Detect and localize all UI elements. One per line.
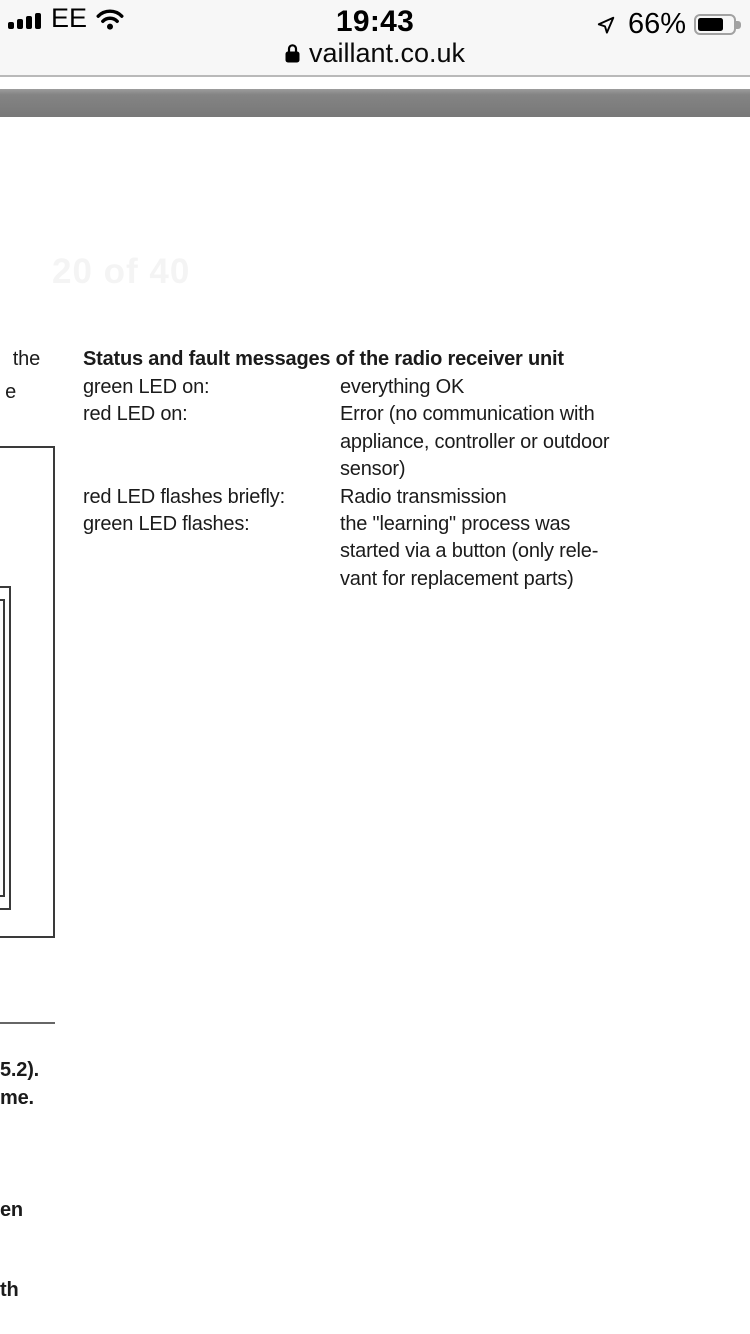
clipped-text-fragment: en [0, 1199, 23, 1221]
clipped-text-fragment: the [12, 348, 40, 370]
led-state-label: green LED on: [83, 376, 210, 398]
led-state-description: vant for replacement parts) [340, 568, 574, 590]
led-state-description: started via a button (only rele- [340, 540, 599, 562]
url-domain: vaillant.co.uk [308, 37, 466, 68]
status-bar [0, 0, 750, 77]
footnote-rule [0, 1022, 55, 1024]
led-status-line [83, 510, 683, 538]
lock-icon [285, 43, 300, 63]
led-state-description: Error (no communication with [340, 403, 595, 425]
battery-icon [694, 14, 736, 35]
location-arrow-icon [596, 15, 616, 35]
clipped-text-fragment: th [0, 1279, 19, 1301]
led-status-line [83, 537, 683, 565]
clipped-text-fragment: 5.2). [0, 1059, 40, 1081]
led-state-label: red LED flashes briefly: [83, 486, 285, 508]
figure-inner-frame [0, 599, 5, 897]
page-number-indicator: 20 of 40 [52, 252, 191, 291]
led-state-label: red LED on: [83, 403, 188, 425]
battery-percent-label: 66% [627, 8, 686, 40]
status-right-cluster [596, 8, 736, 41]
url-bar[interactable] [0, 37, 750, 68]
pdf-toolbar-strip [0, 89, 750, 117]
carrier-label: EE [51, 3, 88, 33]
led-status-line [83, 373, 683, 401]
led-status-line [83, 428, 683, 456]
clock: 19:43 [335, 5, 415, 38]
clipped-text-fragment: e [5, 381, 16, 403]
led-status-line [83, 565, 683, 593]
led-status-line [83, 400, 683, 428]
led-state-description: sensor) [340, 458, 406, 480]
led-status-line [83, 455, 683, 483]
led-state-description: everything OK [340, 376, 465, 398]
led-state-description: the "learning" process was [340, 513, 571, 535]
led-state-label: green LED flashes: [83, 513, 250, 535]
section-heading: Status and fault messages of the radio receiver unit [83, 348, 564, 370]
led-status-line [83, 483, 683, 511]
pdf-page-content[interactable] [0, 117, 750, 1334]
led-state-description: appliance, controller or outdoor [340, 431, 610, 453]
clipped-text-fragment: me. [0, 1087, 34, 1109]
led-state-description: Radio transmission [340, 486, 507, 508]
